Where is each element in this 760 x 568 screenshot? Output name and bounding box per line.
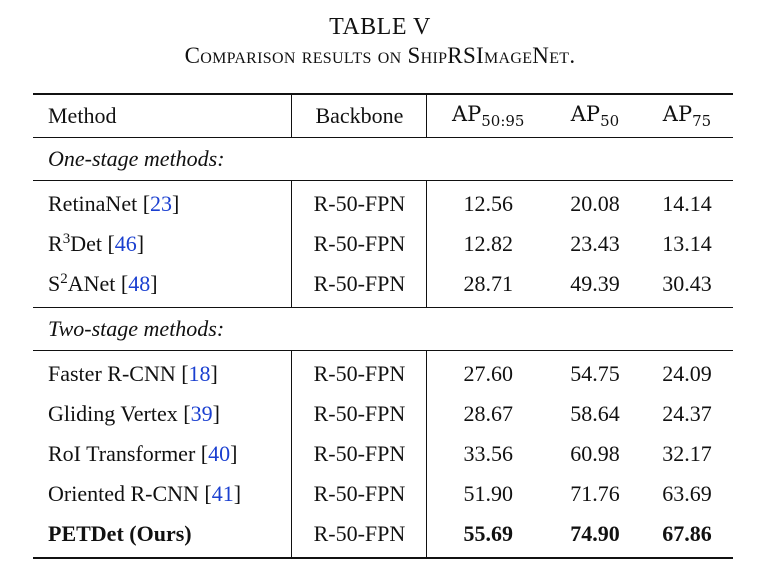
- method-cell: $R^3Det$ [46]: [48, 230, 145, 256]
- citation-link[interactable]: 48: [128, 270, 151, 296]
- header-method: Method: [48, 102, 117, 128]
- ap-50-cell: 74.90: [549, 514, 641, 558]
- ap-50-95-cell: 27.60: [463, 360, 513, 386]
- ap-50-cell: 23.43: [570, 230, 620, 256]
- ap-50-95-cell: 51.90: [463, 480, 513, 506]
- table-row: [33, 474, 733, 514]
- backbone-cell: R-50-FPN: [292, 350, 427, 394]
- method-cell: RetinaNet [23]: [48, 190, 180, 216]
- table-row: [33, 350, 733, 394]
- ap-50-95-cell: 33.56: [463, 440, 513, 466]
- ap-75-cell: 63.69: [662, 480, 712, 506]
- ap-50-cell: 60.98: [570, 440, 620, 466]
- table-row-ours: [33, 514, 733, 558]
- backbone-cell: R-50-FPN: [292, 434, 427, 474]
- citation-link[interactable]: 41: [211, 480, 234, 506]
- table-label: TABLE V: [329, 14, 431, 40]
- backbone-cell: R-50-FPN: [292, 180, 427, 224]
- ap-75-cell: 13.14: [662, 230, 712, 256]
- ap-50-cell: 58.64: [570, 400, 620, 426]
- citation-link[interactable]: 18: [188, 360, 211, 386]
- ap-75-cell: 30.43: [641, 264, 733, 308]
- ap-50-95-cell: 28.67: [463, 400, 513, 426]
- table-row: [33, 224, 733, 264]
- header-ap-50-95: $AP_{50:95}$: [451, 101, 525, 130]
- backbone-cell: R-50-FPN: [292, 394, 427, 434]
- header-ap-50: $AP_{50}$: [570, 101, 620, 130]
- citation-link[interactable]: 40: [208, 440, 231, 466]
- method-cell: Oriented R-CNN [41]: [48, 480, 242, 506]
- ap-75-cell: 24.09: [662, 360, 712, 386]
- backbone-cell: R-50-FPN: [292, 474, 427, 514]
- method-cell: RoI Transformer [40]: [48, 440, 238, 466]
- method-cell: PETDet (Ours): [33, 514, 292, 558]
- ap-50-cell: 49.39: [549, 264, 641, 308]
- section-one-stage: [33, 137, 733, 180]
- section-title: One-stage methods:: [33, 137, 733, 180]
- table-row: [33, 434, 733, 474]
- citation-link[interactable]: 39: [190, 400, 213, 426]
- method-cell: Gliding Vertex [39]: [48, 400, 220, 426]
- backbone-cell: R-50-FPN: [292, 264, 427, 308]
- method-cell: Faster R-CNN [18]: [48, 360, 218, 386]
- ap-50-cell: 20.08: [570, 190, 620, 216]
- ap-75-cell: 24.37: [662, 400, 712, 426]
- citation-link[interactable]: 23: [150, 190, 173, 216]
- ap-50-95-cell: 28.71: [427, 264, 549, 308]
- section-two-stage: [33, 307, 733, 350]
- header-ap-75: $AP_{75}$: [662, 101, 712, 130]
- header-backbone: Backbone: [292, 94, 427, 137]
- ap-50-95-cell: 12.82: [463, 230, 513, 256]
- section-title: Two-stage methods:: [33, 307, 733, 350]
- ap-50-95-cell: 12.56: [463, 190, 513, 216]
- ap-50-cell: 54.75: [570, 360, 620, 386]
- table-title: Comparison results on ShipRSImageNet.: [184, 43, 576, 68]
- method-cell: $S^2ANet$ [48]: [33, 264, 292, 308]
- backbone-cell: R-50-FPN: [292, 514, 427, 558]
- table-row: [33, 180, 733, 224]
- table-row: [33, 394, 733, 434]
- ap-75-cell: 67.86: [641, 514, 733, 558]
- ap-75-cell: 14.14: [662, 190, 712, 216]
- ap-75-cell: 32.17: [662, 440, 712, 466]
- table-row: [33, 264, 733, 308]
- comparison-table: [33, 93, 733, 559]
- citation-link[interactable]: 46: [114, 230, 137, 256]
- header-row: [33, 94, 733, 137]
- backbone-cell: R-50-FPN: [292, 224, 427, 264]
- ap-50-cell: 71.76: [570, 480, 620, 506]
- ap-50-95-cell: 55.69: [427, 514, 549, 558]
